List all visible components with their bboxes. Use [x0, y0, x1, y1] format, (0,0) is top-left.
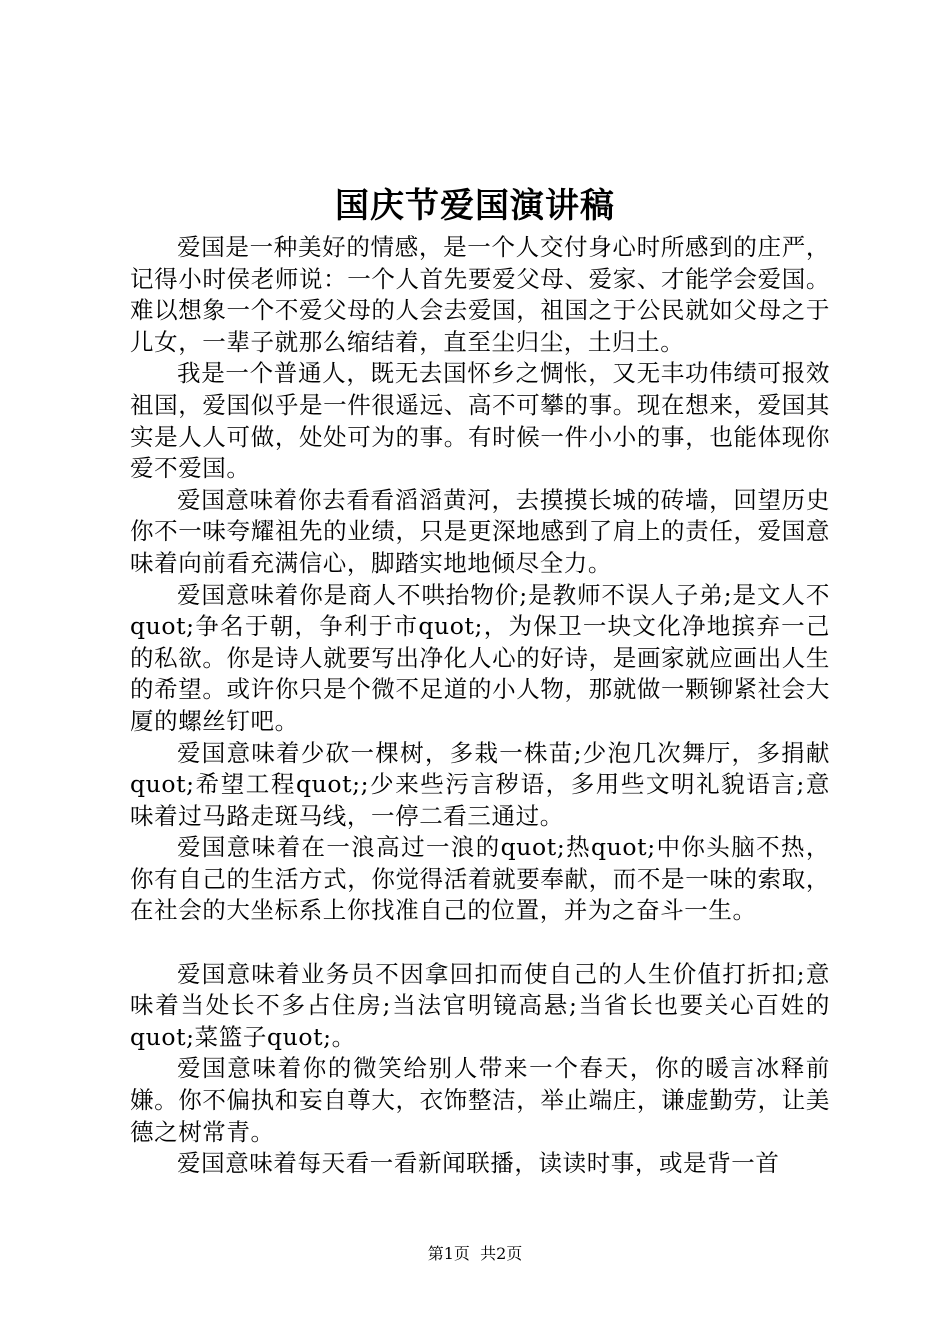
paragraph-7: 爱国意味着业务员不因拿回扣而使自己的人生价值打折扣;意味着当处长不多占住房;当法官明镜高悬;当省长也要关心百姓的quot;菜篮子quot;。	[130, 959, 830, 1051]
page-total: 共2页	[480, 1244, 523, 1263]
paragraph-8: 爱国意味着你的微笑给别人带来一个春天，你的暖言冰释前嫌。你不偏执和妄自尊大，衣饰整洁，举止端庄，谦虚勤劳，让美德之树常青。	[130, 1054, 830, 1146]
paragraph-3: 爱国意味着你去看看滔滔黄河，去摸摸长城的砖墙，回望历史你不一味夸耀祖先的业绩，只是更深地感到了肩上的责任，爱国意味着向前看充满信心，脚踏实地地倾尽全力。	[130, 485, 830, 577]
blank-line	[130, 927, 830, 959]
paragraph-1: 爱国是一种美好的情感，是一个人交付身心时所感到的庄严，记得小时侯老师说：一个人首先要爱父母、爱家、才能学会爱国。难以想象一个不爱父母的人会去爱国，祖国之于公民就如父母之于儿女，一辈子就那么缩结着，直至尘归尘，土归土。	[130, 233, 830, 356]
paragraph-5: 爱国意味着少砍一棵树，多栽一株苗;少泡几次舞厅，多捐献quot;希望工程quot;;少来些污言秽语，多用些文明礼貌语言;意味着过马路走斑马线，一停二看三通过。	[130, 738, 830, 830]
document-body	[130, 232, 830, 1180]
paragraph-9: 爱国意味着每天看一看新闻联播，读读时事，或是背一首	[177, 1149, 780, 1178]
page-number: 第1页	[427, 1244, 470, 1263]
page-footer	[0, 1242, 950, 1266]
paragraph-2: 我是一个普通人，既无去国怀乡之惆怅，又无丰功伟绩可报效祖国，爱国似乎是一件很遥远、高不可攀的事。现在想来，爱国其实是人人可做，处处可为的事。有时候一件小小的事，也能体现你爱不爱国。	[130, 359, 830, 483]
footer-spacer	[470, 1244, 480, 1263]
paragraph-4: 爱国意味着你是商人不哄抬物价;是教师不误人子弟;是文人不quot;争名于朝，争利于市quot;，为保卫一块文化净地摈弃一己的私欲。你是诗人就要写出净化人心的好诗，是画家就应画出人生的希望。或许你只是个微不足道的小人物，那就做一颗铆紧社会大厦的螺丝钉吧。	[130, 580, 830, 735]
document-title: 国庆节爱国演讲稿	[335, 186, 615, 226]
paragraph-6: 爱国意味着在一浪高过一浪的quot;热quot;中你头脑不热，你有自己的生活方式，你觉得活着就要奉献，而不是一味的索取，在社会的大坐标系上你找准自己的位置，并为之奋斗一生。	[130, 833, 830, 925]
